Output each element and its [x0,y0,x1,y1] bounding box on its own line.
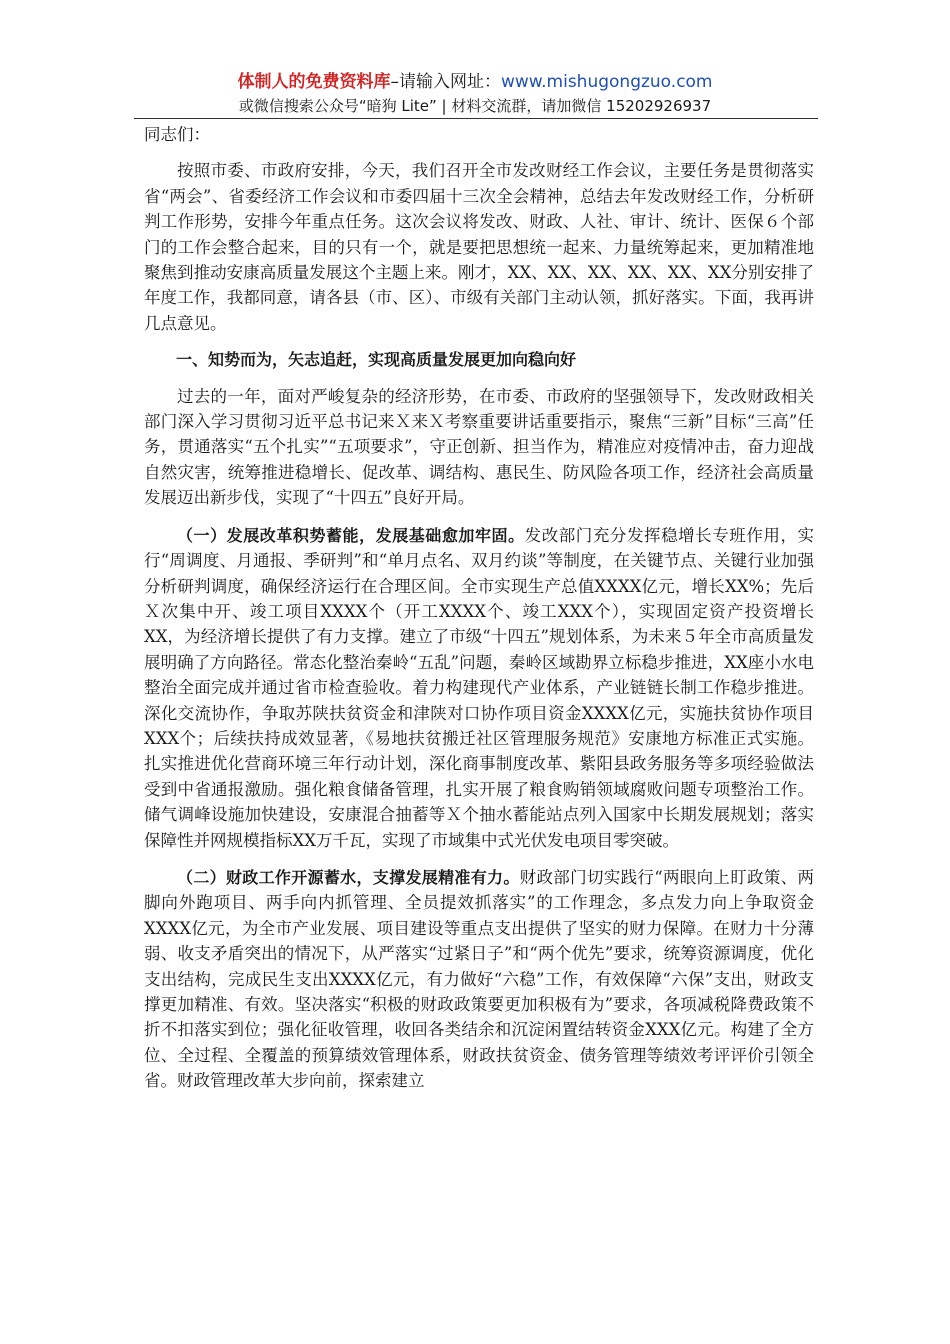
section-1-paragraph: 过去的一年，面对严峻复杂的经济形势，在市委、市政府的坚强领导下，发改财政相关部门深入学习贯彻习近平总书记来Ｘ来Ｘ考察重要讲话重要指示，聚焦“三新”目标“三高”任务，贯通落实“五个扎实”“五项要求”，守正创新、担当作为，精准应对疫情冲击，奋力迎战自然灾害，统筹推进稳增长、促改革、调结构、惠民生、防风险各项工作，经济社会高质量发展迈出新步伐，实现了“十四五”良好开局。 [144,386,814,508]
subsection-1-paragraph [144,523,814,853]
header-line-1 [0,70,950,94]
brand-name: 体制人的免费资料库 [237,72,391,92]
document-body [144,122,814,1094]
subsection-2-text: 财政部门切实践行“两眼向上盯政策、两脚向外跑项目、两手向内抓管理、全员提效抓落实”的工作理念，多点发力向上争取资金XXXX亿元，为全市产业发展、项目建设等重点支出提供了坚实的财力保障。在财力十分薄弱、收支矛盾突出的情况下，从严落实“过紧日子”和“两个优先”要求，统筹资源调度，优化支出结构，完成民生支出XXXX亿元，有力做好“六稳”工作，有效保障“六保”支出，财政支撑更加精准、有效。坚决落实“积极的财政政策要更加积极有为”要求，各项减税降费政策不折不扣落实到位；强化征收管理，收回各类结余和沉淀闲置结转资金XXX亿元。构建了全方位、全过程、全覆盖的预算绩效管理体系，财政扶贫资金、债务管理等绩效考评评价引领全省。财政管理改革大步向前，探索建立 [144,867,814,1091]
intro-paragraph: 按照市委、市政府安排，今天，我们召开全市发改财经工作会议，主要任务是贯彻落实省“两会”、省委经济工作会议和市委四届十三次全会精神，总结去年发改财经工作，分析研判工作形势，安排今年重点任务。这次会议将发改、财政、人社、审计、统计、医保６个部门的工作会整合起来，目的只有一个，就是要把思想统一起来、力量统筹起来，更加精准地聚焦到推动安康高质量发展这个主题上来。刚才，XX、XX、XX、XX、XX、XX分别安排了年度工作，我都同意，请各县（市、区）、市级有关部门主动认领，抓好落实。下面，我再讲几点意见。 [144,161,814,333]
section-1-heading: 一、知势而为，矢志追赶，实现高质量发展更加向稳向好 [176,350,577,370]
salutation: 同志们： [144,125,210,144]
page-header-banner [0,70,950,117]
header-divider [134,118,818,119]
subsection-2-paragraph [144,865,814,1094]
header-line-2: 或微信搜索公众号“暗狗 Lite” | 材料交流群，请加微信 15202926937 [238,97,712,115]
website-link[interactable]: www.mishugongzuo.com [500,72,713,92]
url-prompt: –请输入网址： [390,72,501,92]
subsection-1-lead: （一）发展改革积势蓄能，发展基础愈加牢固。 [177,525,525,545]
subsection-2-lead: （二）财政工作开源蓄水，支撑发展精准有力。 [177,867,520,887]
subsection-1-text: 发改部门充分发挥稳增长专班作用，实行“周调度、月通报、季研判”和“单月点名、双月约谈”等制度，在关键节点、关键行业加强分析研判调度，确保经济运行在合理区间。全市实现生产总值XXXX亿元，增长XX%；先后Ｘ次集中开、竣工项目XXXX个（开工XXXX个、竣工XXX个），实现固定资产投资增长XX，为经济增长提供了有力支撑。建立了市级“十四五”规划体系，为未来５年全市高质量发展明确了方向路径。常态化整治秦岭“五乱”问题，秦岭区域勘界立标稳步推进，XX座小水电整治全面完成并通过省市检查验收。着力构建现代产业体系，产业链链长制工作稳步推进。深化交流协作，争取苏陕扶贫资金和津陕对口协作项目资金XXXX亿元，实施扶贫协作项目XXX个；后续扶持成效显著，《易地扶贫搬迁社区管理服务规范》安康地方标准正式实施。扎实推进优化营商环境三年行动计划，深化商事制度改革、紫阳县政务服务等多项经验做法受到中省通报激励。强化粮食储备管理，扎实开展了粮食购销领域腐败问题专项整治工作。储气调峰设施加快建设，安康混合抽蓄等Ｘ个抽水蓄能站点列入国家中长期发展规划；落实保障性并网规模指标XX万千瓦，实现了市域集中式光伏发电项目零突破。 [144,525,814,850]
